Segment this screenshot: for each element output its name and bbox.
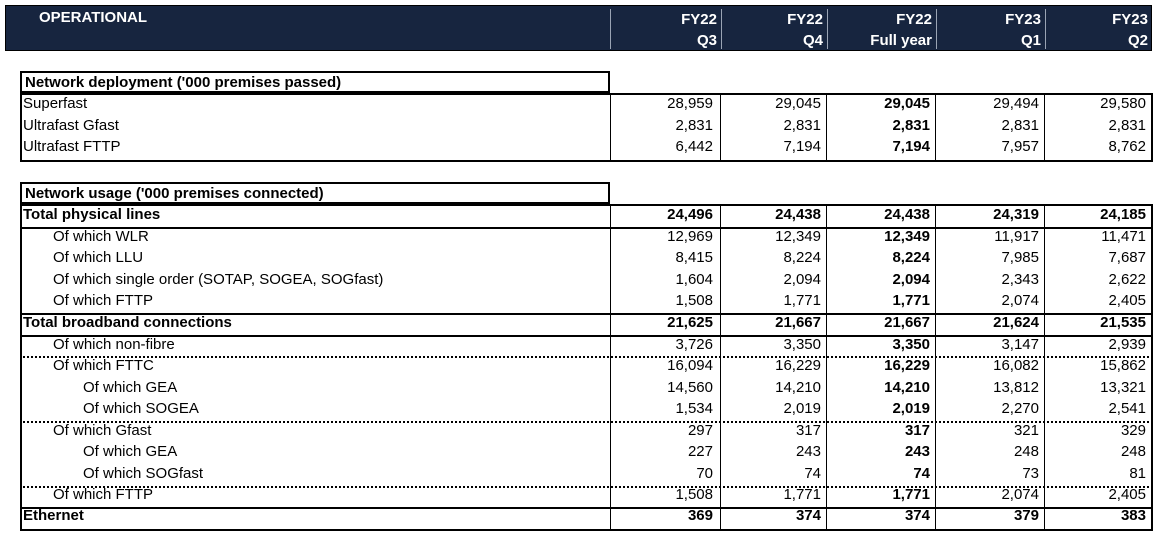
row-value: 8,224 xyxy=(783,249,821,266)
row-value: 12,969 xyxy=(667,228,713,245)
row-label: Of which GEA xyxy=(83,443,178,460)
row-value: 2,831 xyxy=(783,117,821,134)
row-value: 321 xyxy=(1013,422,1039,439)
row-value: 16,229 xyxy=(884,357,930,374)
row-value: 8,762 xyxy=(1108,138,1146,155)
row-value: 29,494 xyxy=(993,95,1039,112)
row-value: 8,224 xyxy=(892,249,930,266)
row-value: 1,771 xyxy=(892,292,930,309)
row-value: 16,094 xyxy=(667,357,713,374)
row-value: 2,074 xyxy=(1001,292,1039,309)
table-row xyxy=(20,271,1153,291)
table-row xyxy=(20,249,1153,269)
row-value: 12,349 xyxy=(884,228,930,245)
header-label: OPERATIONAL xyxy=(39,9,148,26)
row-value: 1,534 xyxy=(675,400,713,417)
row-value: 374 xyxy=(904,507,930,524)
header-col-fy22-q4: FY22 Q4 xyxy=(721,9,827,49)
table-row xyxy=(20,206,1153,226)
row-value: 24,438 xyxy=(775,206,821,223)
row-divider xyxy=(20,335,1153,337)
column-divider xyxy=(1044,204,1045,531)
deployment-section-title: Network deployment ('000 premises passed) xyxy=(20,71,610,93)
row-value: 2,270 xyxy=(1001,400,1039,417)
row-value: 2,831 xyxy=(1108,117,1146,134)
column-divider xyxy=(610,204,611,531)
row-value: 7,957 xyxy=(1001,138,1039,155)
row-label: Total physical lines xyxy=(23,206,161,223)
row-value: 73 xyxy=(1022,465,1039,482)
row-label: Of which WLR xyxy=(53,228,149,245)
column-divider xyxy=(826,204,827,531)
row-value: 2,831 xyxy=(675,117,713,134)
table-row xyxy=(20,486,1153,506)
table-row xyxy=(20,292,1153,312)
row-value: 2,939 xyxy=(1108,336,1146,353)
row-value: 16,082 xyxy=(993,357,1039,374)
table-row xyxy=(20,465,1153,485)
row-value: 2,405 xyxy=(1108,292,1146,309)
row-value: 2,405 xyxy=(1108,486,1146,503)
row-value: 1,771 xyxy=(783,292,821,309)
row-value: 2,831 xyxy=(892,117,930,134)
row-value: 29,580 xyxy=(1100,95,1146,112)
row-value: 369 xyxy=(687,507,713,524)
row-value: 2,094 xyxy=(783,271,821,288)
row-label: Of which FTTP xyxy=(53,486,154,503)
row-value: 21,625 xyxy=(667,314,713,331)
table-row xyxy=(20,507,1153,527)
row-label: Ultrafast Gfast xyxy=(23,117,119,134)
header-col-fy22-q3: FY22 Q3 xyxy=(610,9,721,49)
row-divider xyxy=(20,507,1153,509)
row-value: 74 xyxy=(804,465,821,482)
row-value: 14,210 xyxy=(775,379,821,396)
row-label: Of which FTTP xyxy=(53,292,154,309)
row-divider xyxy=(20,227,1153,229)
row-value: 1,771 xyxy=(892,486,930,503)
row-value: 12,349 xyxy=(775,228,821,245)
row-value: 24,496 xyxy=(667,206,713,223)
row-value: 29,045 xyxy=(884,95,930,112)
row-value: 3,350 xyxy=(783,336,821,353)
row-value: 21,667 xyxy=(775,314,821,331)
row-value: 11,471 xyxy=(1101,228,1146,245)
row-value: 24,185 xyxy=(1100,206,1146,223)
table-row xyxy=(20,379,1153,399)
row-label: Of which SOGEA xyxy=(83,400,199,417)
row-divider xyxy=(20,486,1153,488)
row-value: 379 xyxy=(1013,507,1039,524)
row-label: Of which Gfast xyxy=(53,422,152,439)
row-value: 248 xyxy=(1120,443,1146,460)
row-value: 24,438 xyxy=(884,206,930,223)
table-row xyxy=(20,95,1153,115)
row-label: Of which LLU xyxy=(53,249,144,266)
table-row xyxy=(20,117,1153,137)
row-label: Total broadband connections xyxy=(23,314,232,331)
header-col-fy23-q1: FY23 Q1 xyxy=(936,9,1045,49)
row-value: 317 xyxy=(904,422,930,439)
row-value: 2,541 xyxy=(1108,400,1146,417)
row-value: 1,604 xyxy=(675,271,713,288)
row-value: 2,094 xyxy=(892,271,930,288)
row-value: 13,321 xyxy=(1100,379,1146,396)
table-row xyxy=(20,314,1153,334)
usage-section-title: Network usage ('000 premises connected) xyxy=(20,182,610,204)
row-value: 29,045 xyxy=(775,95,821,112)
row-label: Ethernet xyxy=(23,507,84,524)
row-value: 317 xyxy=(795,422,821,439)
row-value: 8,415 xyxy=(675,249,713,266)
table-row xyxy=(20,443,1153,463)
row-value: 383 xyxy=(1120,507,1146,524)
row-value: 70 xyxy=(696,465,713,482)
row-value: 24,319 xyxy=(993,206,1039,223)
row-label: Superfast xyxy=(23,95,88,112)
table-row xyxy=(20,400,1153,420)
row-value: 7,194 xyxy=(783,138,821,155)
row-divider xyxy=(20,313,1153,315)
table-row xyxy=(20,357,1153,377)
row-value: 243 xyxy=(904,443,930,460)
row-value: 14,210 xyxy=(884,379,930,396)
table-row xyxy=(20,228,1153,248)
column-divider xyxy=(1044,93,1045,162)
row-label: Of which GEA xyxy=(83,379,178,396)
row-label: Of which FTTC xyxy=(53,357,154,374)
row-value: 11,917 xyxy=(994,228,1039,245)
column-divider xyxy=(610,93,611,162)
header-col-fy22-full-year: FY22 Full year xyxy=(827,9,936,49)
row-value: 1,508 xyxy=(675,486,713,503)
table-header xyxy=(5,5,1152,51)
row-value: 2,831 xyxy=(1001,117,1039,134)
table-row xyxy=(20,336,1153,356)
row-value: 7,194 xyxy=(892,138,930,155)
row-value: 374 xyxy=(795,507,821,524)
column-divider xyxy=(935,93,936,162)
row-value: 16,229 xyxy=(775,357,821,374)
row-value: 6,442 xyxy=(675,138,713,155)
row-value: 2,074 xyxy=(1001,486,1039,503)
row-value: 13,812 xyxy=(993,379,1039,396)
row-value: 3,726 xyxy=(675,336,713,353)
row-value: 227 xyxy=(687,443,713,460)
column-divider xyxy=(720,93,721,162)
row-value: 243 xyxy=(795,443,821,460)
row-value: 81 xyxy=(1129,465,1146,482)
row-value: 1,771 xyxy=(783,486,821,503)
row-label: Ultrafast FTTP xyxy=(23,138,121,155)
row-value: 248 xyxy=(1013,443,1039,460)
row-value: 329 xyxy=(1120,422,1146,439)
row-value: 7,985 xyxy=(1001,249,1039,266)
table-row xyxy=(20,138,1153,158)
row-value: 3,147 xyxy=(1001,336,1039,353)
row-label: Of which SOGfast xyxy=(83,465,204,482)
row-value: 21,624 xyxy=(993,314,1039,331)
row-value: 2,343 xyxy=(1001,271,1039,288)
row-label: Of which non-fibre xyxy=(53,336,175,353)
row-value: 28,959 xyxy=(667,95,713,112)
column-divider xyxy=(826,93,827,162)
row-divider xyxy=(20,356,1153,358)
row-value: 297 xyxy=(687,422,713,439)
row-value: 21,667 xyxy=(884,314,930,331)
row-value: 21,535 xyxy=(1100,314,1146,331)
header-col-fy23-q2: FY23 Q2 xyxy=(1045,9,1152,49)
row-value: 2,019 xyxy=(783,400,821,417)
row-value: 14,560 xyxy=(667,379,713,396)
row-value: 3,350 xyxy=(892,336,930,353)
row-divider xyxy=(20,421,1153,423)
row-value: 2,622 xyxy=(1108,271,1146,288)
row-value: 1,508 xyxy=(675,292,713,309)
row-value: 7,687 xyxy=(1108,249,1146,266)
row-value: 74 xyxy=(913,465,930,482)
column-divider xyxy=(720,204,721,531)
row-value: 15,862 xyxy=(1100,357,1146,374)
table-row xyxy=(20,422,1153,442)
row-value: 2,019 xyxy=(892,400,930,417)
column-divider xyxy=(935,204,936,531)
row-label: Of which single order (SOTAP, SOGEA, SOGfast) xyxy=(53,271,384,288)
